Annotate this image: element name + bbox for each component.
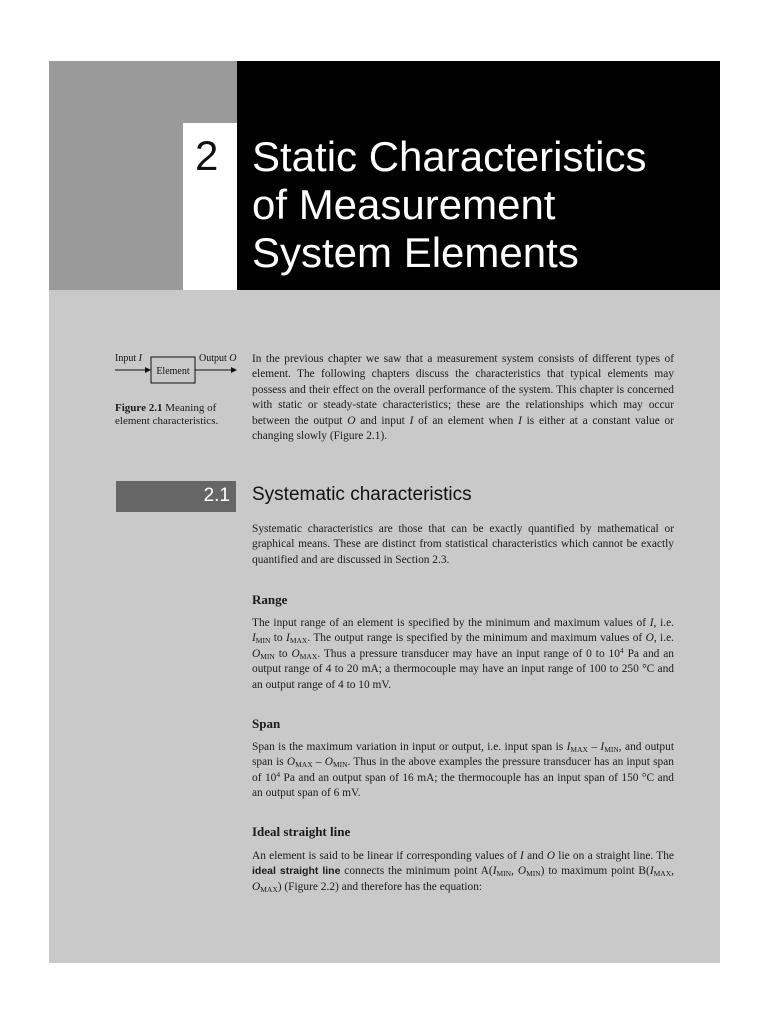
ideal-line-term: ideal straight line <box>252 865 341 878</box>
chapter-title <box>252 133 712 277</box>
ideal-line-heading: Ideal straight line <box>252 824 351 839</box>
book-page <box>49 61 720 963</box>
span-paragraph: Span is the maximum variation in input or output, i.e. input span is $I_{MAX} - I_{MIN}$, and output span is $O_{MAX} - O_{MIN}$. Thus in the above examples the pressure transducer has an input span of $10^4$ Pa and an output span of 16 mA; the thermocouple has an input span of 150 °C and an output span of 6 mV. <box>252 741 674 800</box>
figure-caption <box>115 402 233 428</box>
chapter-title-line: of Measurement <box>252 181 556 228</box>
chapter-number: 2 <box>195 132 219 179</box>
chapter-title-line: System Elements <box>252 229 579 276</box>
figure-output-label: Output O <box>199 353 237 364</box>
section-paragraph: Systematic characteristics are those that can be exactly quantified by mathematical or graphical means. These are distinct from statistical characteristics which cannot be exactly quantified and are discussed in Section 2.3. <box>252 523 674 566</box>
ideal-line-paragraph: An element is said to be linear if corresponding values of I and O lie on a straight line. The ideal straight line connects the minimum point $A(I_{MIN}$, $O_{MIN}$) to maximum point $B(I_{MAX}$, $O_{MAX}$) (Figure 2.2) and therefore has the equation: <box>252 850 674 894</box>
range-paragraph: The input range of an element is specified by the minimum and maximum values of I, i.e. $I_{MIN}$ to $I_{MAX}$. The output range is specified by the minimum and maximum values of O, i.e. $O_{MIN}$ to $O_{MAX}$. Thus a pressure transducer may have an input range of 0 to $10^4$ Pa and an output range of 4 to 20 mA; a thermocouple may have an input range of 100 to 250 °C and an output range of 4 to 10 mV. <box>252 617 674 691</box>
figure-element-label: Element <box>156 366 190 377</box>
section-number: 2.1 <box>203 485 230 506</box>
range-heading: Range <box>252 592 288 607</box>
intro-paragraph: In the previous chapter we saw that a measurement system consists of different types of element. The following chapters discuss the characteristics that typical elements may possess and their effect on the overall performance of the system. This chapter is concerned with static or steady-state characteristics; these are the relationships which may occur between the output O and input I of an element when I is either at a constant value or changing slowly (Figure 2.1). <box>252 353 674 443</box>
figure-output-arrowhead <box>231 367 237 373</box>
chapter-title-line: Static Characteristics <box>252 133 647 180</box>
figure-input-arrowhead <box>145 367 151 373</box>
section-title: Systematic characteristics <box>252 484 472 505</box>
figure-element-diagram <box>115 352 271 396</box>
figure-input-label: Input I <box>115 353 142 364</box>
span-heading: Span <box>252 716 281 731</box>
figure-caption-text: Meaning of element characteristics. <box>115 402 219 427</box>
figure-caption-label: Figure 2.1 <box>115 402 163 414</box>
